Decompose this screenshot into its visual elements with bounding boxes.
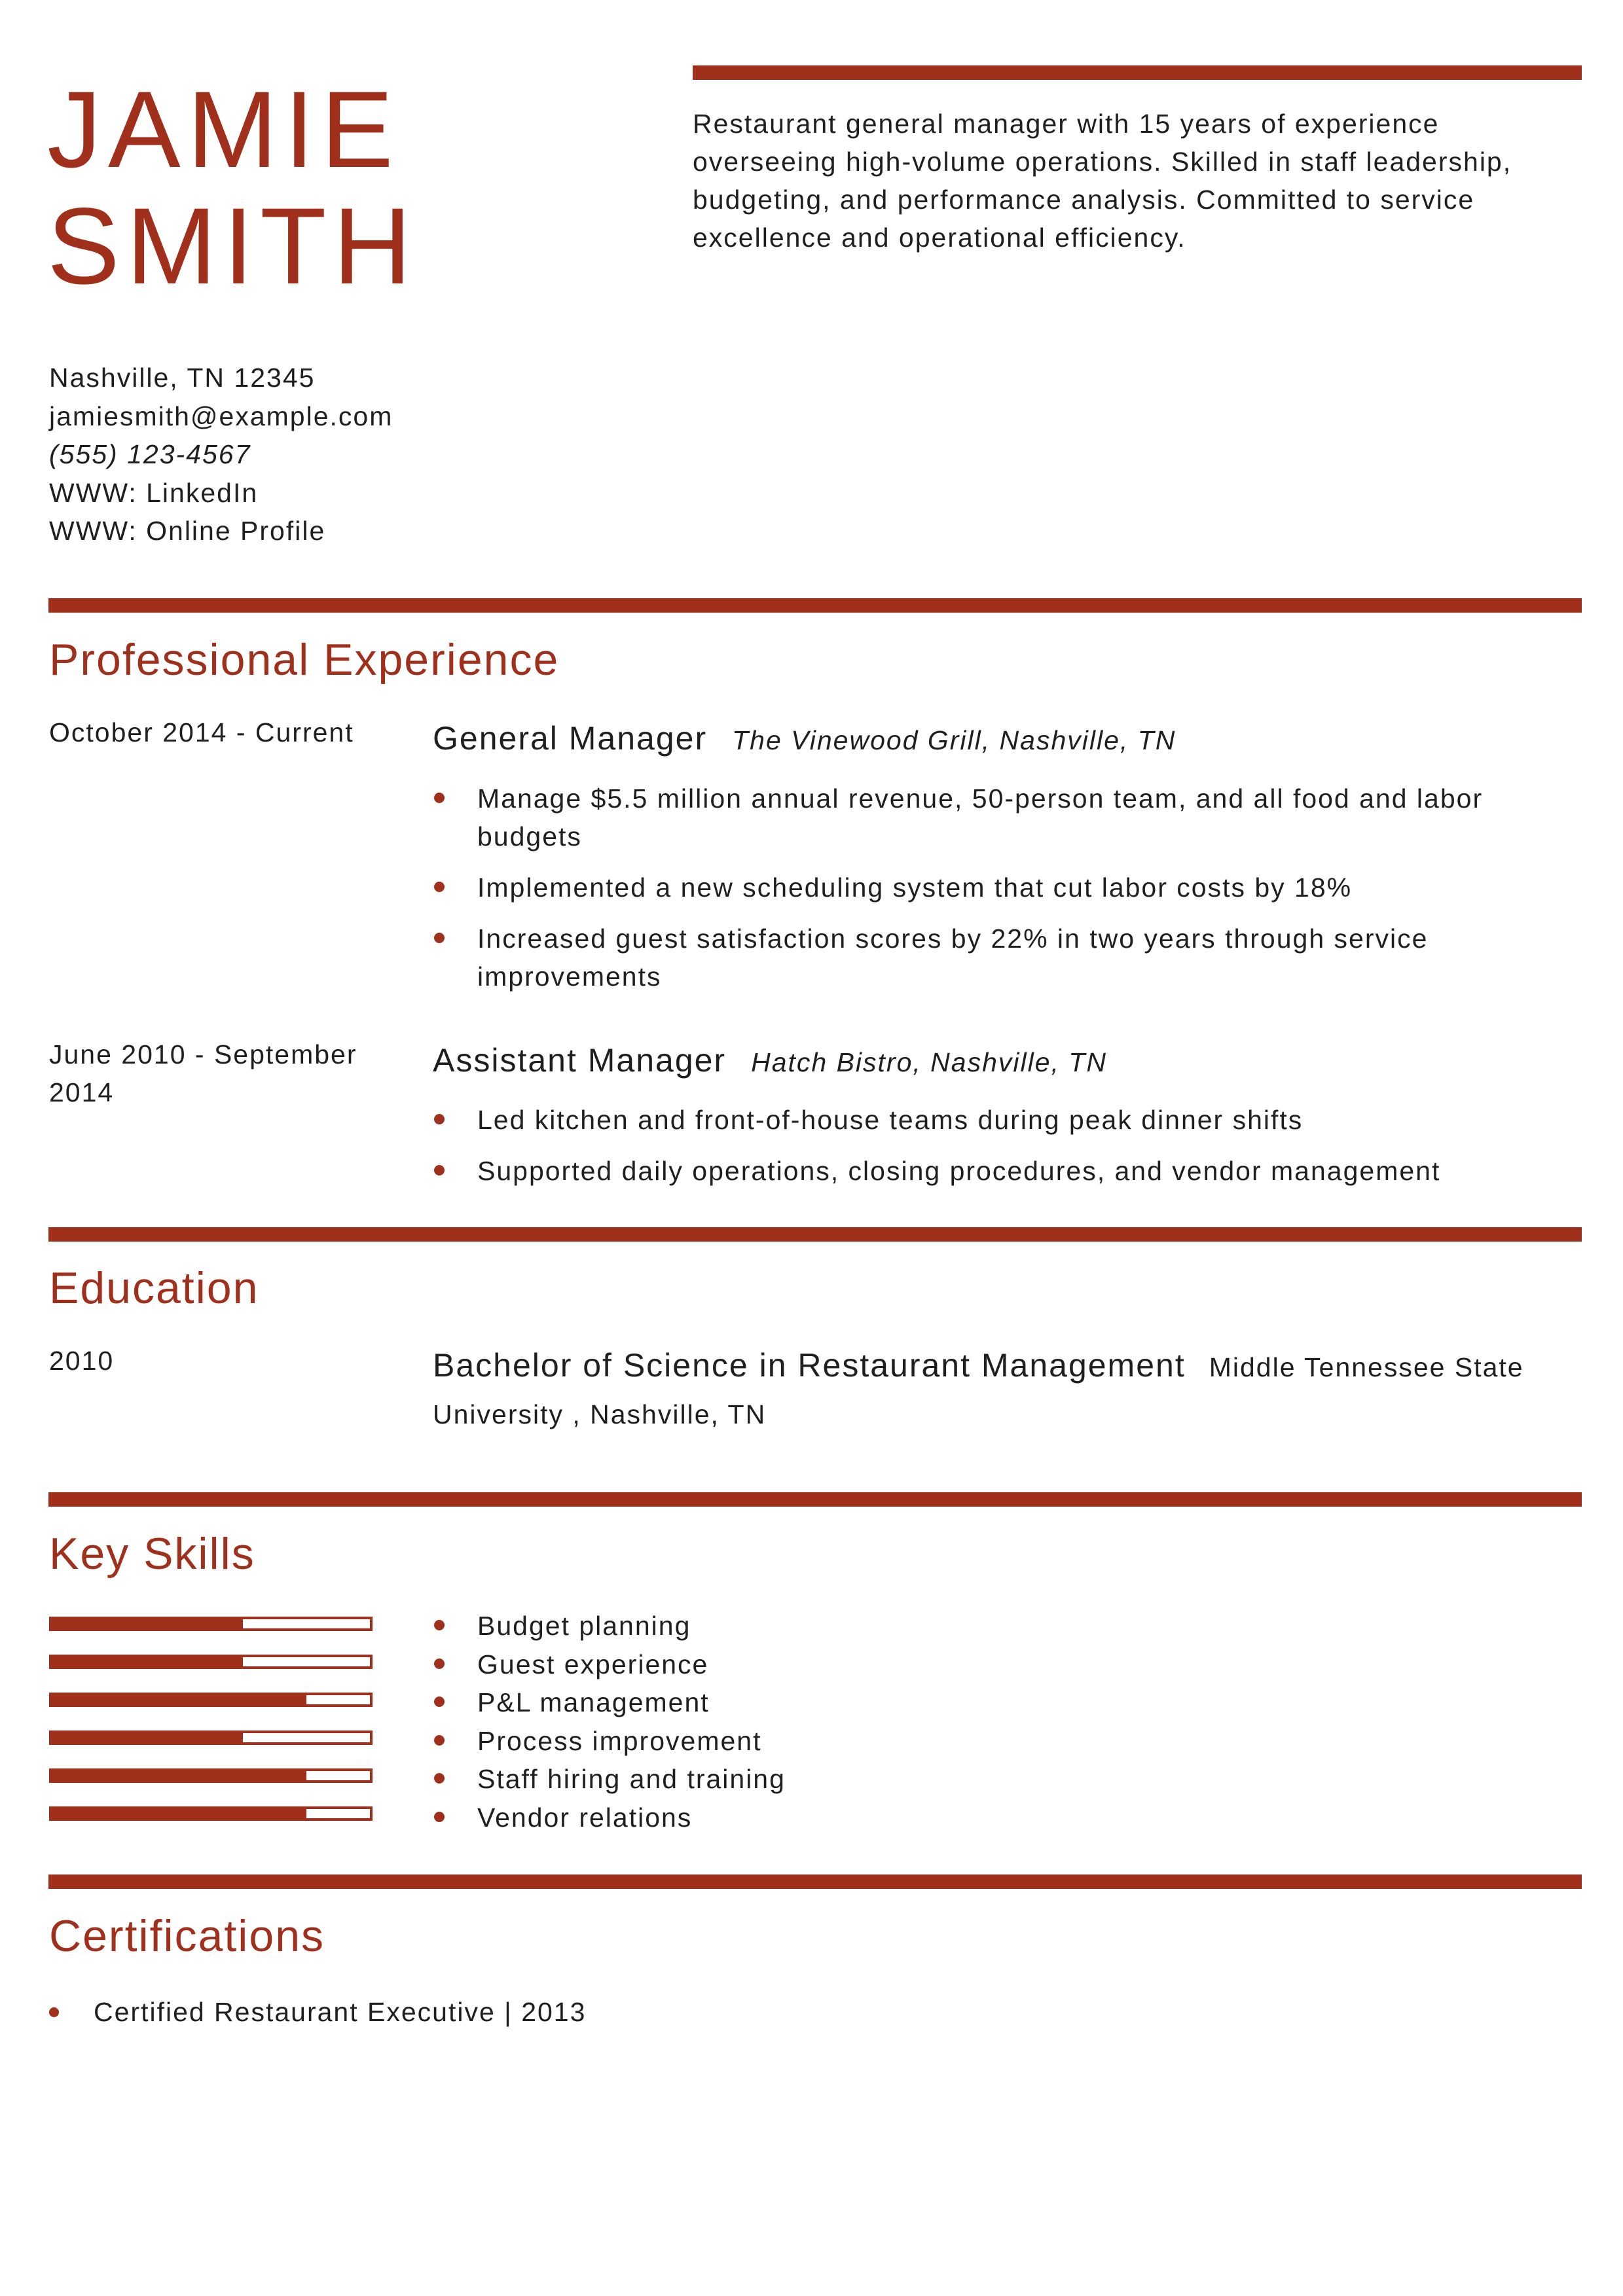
email-link[interactable]: jamiesmith@example.com [49,401,393,431]
skill-level-fill [52,1771,306,1780]
skill-item: Guest experience [433,1645,786,1684]
skill-level-bar [49,1731,373,1745]
skill-level-bar [49,1655,373,1669]
candidate-name [47,69,418,307]
skill-level-bar [49,1768,373,1783]
professional-summary: Restaurant general manager with 15 years of experience overseeing high-volume operations. Skilled in staff leadership, budgeting, and performance analysis. Committed to service excellence and operational efficiency. [693,109,1512,253]
skill-item: Process improvement [433,1722,786,1761]
job-bullets [433,780,1572,1009]
degree: Bachelor of Science in Restaurant Management [433,1347,1186,1384]
skill-level-fill [52,1733,243,1742]
skill-item: Vendor relations [433,1799,786,1837]
summary-divider [693,65,1582,80]
skill-item: P&L management [433,1683,786,1722]
list-item: Manage $5.5 million annual revenue, 50-person team, and all food and labor budgets [433,780,1572,855]
education-entry [433,1342,1585,1438]
section-divider [48,598,1582,613]
certifications-heading: Certifications [49,1911,325,1961]
list-item: Led kitchen and front-of-house teams during peak dinner shifts [433,1101,1572,1139]
skills-heading: Key Skills [49,1529,255,1579]
section-divider [48,1874,1582,1889]
job-dates: June 2010 - September 2014 [49,1039,357,1107]
section-divider [48,1227,1582,1242]
job-header [433,719,1176,760]
list-item: Supported daily operations, closing procedures, and vendor management [433,1152,1572,1190]
skill-item: Staff hiring and training [433,1760,786,1799]
skill-list [433,1607,786,1837]
job-title: General Manager [433,720,708,757]
skill-item: Budget planning [433,1607,786,1645]
skill-level-bar [49,1617,373,1631]
section-divider [48,1492,1582,1507]
experience-heading: Professional Experience [49,635,560,685]
certification-list [49,1993,586,2031]
job-bullets [433,1101,1572,1203]
first-name: JAMIE [47,69,400,190]
skill-level-bar [49,1693,373,1707]
school: Middle Tennessee State University , Nashville, TN [433,1352,1524,1429]
skill-level-fill [52,1809,306,1818]
last-name: SMITH [47,186,418,307]
job-dates: October 2014 - Current [49,717,354,747]
list-item: Implemented a new scheduling system that cut labor costs by 18% [433,869,1572,906]
address: Nashville, TN 12345 [49,363,316,393]
phone-number: (555) 123-4567 [49,439,251,469]
job-company: Hatch Bistro, Nashville, TN [751,1047,1107,1077]
education-heading: Education [49,1263,259,1313]
job-company: The Vinewood Grill, Nashville, TN [732,725,1176,755]
skill-rating-bars [49,1617,373,1844]
job-header [433,1041,1107,1082]
skill-level-fill [52,1695,306,1704]
list-item: Increased guest satisfaction scores by 22% in two years through service improvements [433,920,1572,996]
education-year: 2010 [49,1346,115,1376]
skill-level-fill [52,1657,243,1666]
linkedin-link[interactable]: WWW: LinkedIn [49,477,259,508]
contact-info [49,359,393,550]
online-profile-link[interactable]: WWW: Online Profile [49,516,326,546]
job-title: Assistant Manager [433,1042,727,1079]
skill-level-fill [52,1619,243,1628]
skill-level-bar [49,1806,373,1821]
certification-item: Certified Restaurant Executive | 2013 [49,1993,586,2031]
